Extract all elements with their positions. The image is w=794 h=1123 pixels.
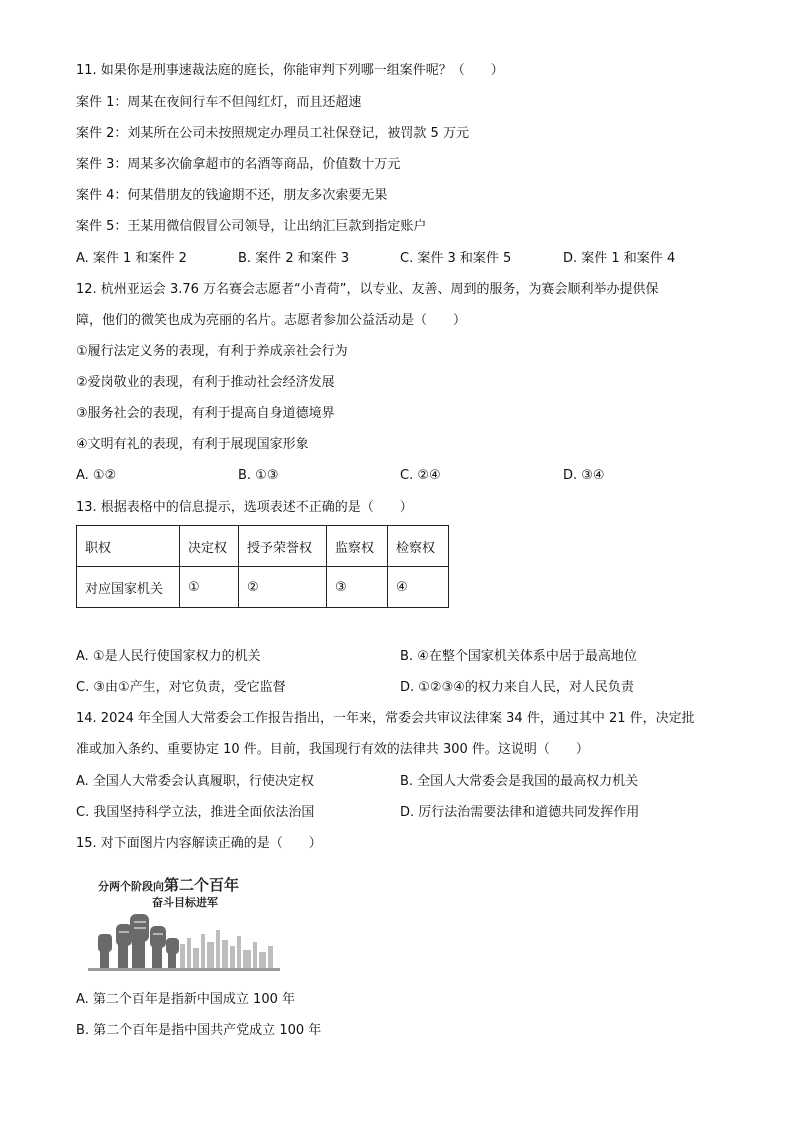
- table-header-cell: 监察权: [327, 526, 388, 567]
- q14-stem-line-2: 准或加入条约、重要协定 10 件。目前，我国现行有效的法律共 300 件。这说明（ ）: [76, 742, 589, 757]
- q12-option-b: B. ①③: [238, 468, 279, 483]
- q15-image: [88, 872, 280, 972]
- table-header-row: [77, 526, 449, 567]
- q12-stem-line-2: 障，他们的微笑也成为亮丽的名片。志愿者参加公益活动是（ ）: [76, 313, 467, 328]
- q13-option-d: D. ①②③④的权力来自人民，对人民负责: [400, 680, 634, 695]
- q13-stem: 13. 根据表格中的信息提示，选项表述不正确的是（ ）: [76, 500, 413, 515]
- table-header-cell: 职权: [77, 526, 180, 567]
- table-header-cell: 检察权: [388, 526, 449, 567]
- q15-option-b: B. 第二个百年是指中国共产党成立 100 年: [76, 1023, 322, 1038]
- q14-option-c: C. 我国坚持科学立法，推进全面依法治国: [76, 805, 315, 820]
- q14-option-d: D. 厉行法治需要法律和道德共同发挥作用: [400, 805, 640, 820]
- q15-stem: 15. 对下面图片内容解读正确的是（ ）: [76, 836, 322, 851]
- image-headline-emphasis: 第二个百年: [164, 876, 240, 894]
- q13-option-c: C. ③由①产生，对它负责，受它监督: [76, 680, 286, 695]
- table-cell: ②: [239, 567, 327, 608]
- q13-option-a: A. ①是人民行使国家权力的机关: [76, 649, 261, 664]
- q14-option-a: A. 全国人大常委会认真履职，行使决定权: [76, 774, 314, 789]
- q11-case-3: 案件 3：周某多次偷拿超市的名酒等商品，价值数十万元: [76, 157, 401, 172]
- table-cell: ④: [388, 567, 449, 608]
- q11-option-d: D. 案件 1 和案件 4: [563, 251, 676, 266]
- q12-option-a: A. ①②: [76, 468, 117, 483]
- q11-case-1: 案件 1：周某在夜间行车不但闯红灯，而且还超速: [76, 95, 362, 110]
- table-header-cell: 决定权: [180, 526, 239, 567]
- q11-stem: 11. 如果你是刑事速裁法庭的庭长，你能审判下列哪一组案件呢？（ ）: [76, 63, 504, 78]
- image-headline-prefix: 分两个阶段向: [98, 880, 164, 893]
- q14-stem-line-1: 14. 2024 年全国人大常委会工作报告指出，一年来，常委会共审议法律案 34 件，通过其中 21 件，决定批: [76, 711, 695, 726]
- q11-case-5: 案件 5：王某用微信假冒公司领导，让出纳汇巨款到指定账户: [76, 219, 427, 234]
- q11-case-2: 案件 2：刘某所在公司未按照规定办理员工社保登记，被罚款 5 万元: [76, 126, 469, 141]
- q11-option-b: B. 案件 2 和案件 3: [238, 251, 350, 266]
- image-subheadline: 奋斗目标进军: [152, 896, 218, 909]
- q11-option-a: A. 案件 1 和案件 2: [76, 251, 187, 266]
- raised-fists-skyline-icon: [88, 910, 280, 972]
- q12-item-1: ①履行法定义务的表现，有利于养成亲社会行为: [76, 344, 348, 359]
- q12-option-c: C. ②④: [400, 468, 441, 483]
- q12-item-3: ③服务社会的表现，有利于提高自身道德境界: [76, 406, 335, 421]
- q13-table: [76, 525, 449, 608]
- q13-option-b: B. ④在整个国家机关体系中居于最高地位: [400, 649, 637, 664]
- q11-option-c: C. 案件 3 和案件 5: [400, 251, 512, 266]
- table-cell: ①: [180, 567, 239, 608]
- q12-item-2: ②爱岗敬业的表现，有利于推动社会经济发展: [76, 375, 335, 390]
- q12-stem-line-1: 12. 杭州亚运会 3.76 万名赛会志愿者“小青荷”，以专业、友善、周到的服务，为赛会顺利举办提供保: [76, 282, 659, 297]
- q15-option-a: A. 第二个百年是指新中国成立 100 年: [76, 992, 296, 1007]
- q14-option-b: B. 全国人大常委会是我国的最高权力机关: [400, 774, 639, 789]
- q11-case-4: 案件 4：何某借朋友的钱逾期不还，朋友多次索要无果: [76, 188, 388, 203]
- table-cell: 对应国家机关: [77, 567, 180, 608]
- table-header-cell: 授予荣誉权: [239, 526, 327, 567]
- table-cell: ③: [327, 567, 388, 608]
- q12-option-d: D. ③④: [563, 468, 605, 483]
- table-row: [77, 567, 449, 608]
- image-headline: [98, 876, 239, 896]
- q12-item-4: ④文明有礼的表现，有利于展现国家形象: [76, 437, 309, 452]
